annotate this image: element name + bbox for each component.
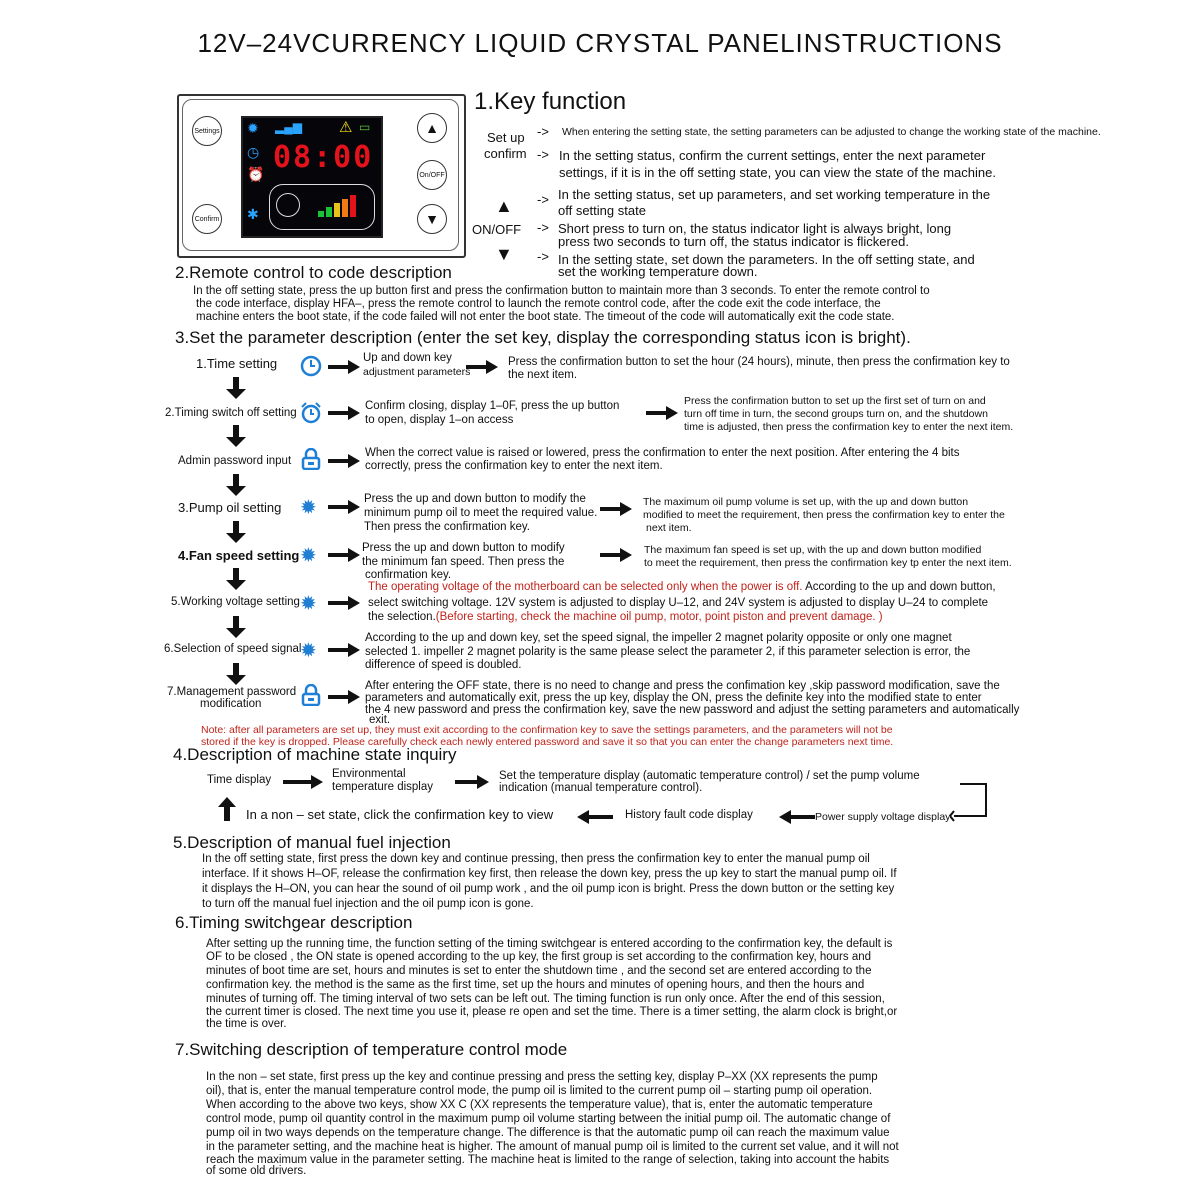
up-description-line: off setting state [558, 203, 646, 218]
section6-line: confirmation key. the method is the same as the first time, set up the hours and minutes of opening hours, and then the hours and [206, 979, 865, 991]
environmental-temp-label: temperature display [332, 781, 433, 793]
section4-heading: 4.Description of machine state inquiry [173, 745, 457, 764]
management-line: the 4 new password and press the confirmation key, save the new password and adjust the setting parameters and automatically [365, 704, 1020, 716]
right-arrow-icon [600, 502, 632, 516]
lock-icon [300, 448, 322, 470]
down-arrow-icon [226, 474, 246, 496]
pump-right-line: next item. [646, 522, 692, 534]
section7-line: in the parameter setting, and the machine heat is higher. The amount of manual pump oil is limited to the current set value, and it will not [206, 1141, 899, 1153]
confirm-description-line: settings, if it is in the off setting state, you can view the state of the machine. [559, 165, 996, 180]
right-arrow-icon [328, 500, 360, 514]
note-line: Note: after all parameters are set up, they must exit according to the confirmation key to save the settings parameters, and the parameters will not be [201, 724, 893, 736]
management-line: After entering the OFF state, there is no need to change and press the confimation key ,skip password modification, save the [365, 680, 1000, 692]
up-description-line: In the setting status, set up parameters, and set working temperature in the [558, 187, 991, 202]
right-arrow-icon [283, 775, 323, 789]
voltage-selection: the selection. [368, 611, 436, 623]
down-arrow-icon [226, 568, 246, 590]
right-arrow-icon [455, 775, 489, 789]
pump-right-line: The maximum oil pump volume is set up, with the up and down button [643, 496, 969, 508]
pump-mid-line: Press the up and down button to modify the [364, 493, 586, 505]
speed-line: selected 1. impeller 2 magnet polarity is the same please select the parameter 2, if this parameter selection is error, the [365, 646, 971, 658]
section6-line: minutes of turning off. The timing interval of two sets can be left out. The timing function is run only once. After the end of this session, [206, 993, 885, 1005]
section6-line: OF to be closed , the ON state is opened according to the up key, the first group is set according to the confirmation key, hours and [206, 951, 872, 963]
section2-line: machine enters the boot state, if the code failed will not enter the boot state. The timeout of the code will automatically exit the code state. [196, 311, 895, 323]
section6-line: the current timer is closed. The next time you use it, please re open and set the time. There is a timer setting, the alarm clock is bright,or [206, 1006, 898, 1018]
section5-line: In the off setting state, first press the down key and continue pressing, then press the confirmation key to enter the manual pump oil [202, 853, 870, 865]
section7-line: In the non – set state, first press up the key and continue pressing and press the setting key, display P–XX (XX represents the pump [206, 1071, 878, 1083]
clock-icon [300, 355, 322, 377]
admin-password-label: Admin password input [178, 455, 292, 467]
clock-icon: ◷ [247, 144, 260, 160]
control-panel-illustration [177, 94, 466, 258]
signal-icon: ▂▄▆ [275, 120, 302, 134]
section5-line: it displays the H–ON, you can hear the sound of oil pump work , and the oil pump icon is bright. Press the down button or the setting key [202, 883, 895, 895]
arrow-icon: -> [537, 220, 549, 235]
down-button: ▼ [417, 204, 447, 234]
heater-icon [269, 184, 375, 230]
down-arrow-icon [226, 377, 246, 399]
section2-heading: 2.Remote control to code description [175, 263, 452, 282]
gear-icon: ✹ [300, 545, 317, 567]
settings-gear-icon: ✹ [247, 120, 259, 136]
timing-mid-line: Confirm closing, display 1–0F, press the up button [365, 400, 620, 412]
page-title: 12V–24VCURRENCY LIQUID CRYSTAL PANELINSTRUCTIONS [197, 28, 1003, 58]
section7-line: When according to the above two keys, show XX C (XX represents the temperature value), that is, enter the automatic temperature [206, 1099, 873, 1111]
fan-icon: ✱ [247, 206, 259, 222]
right-arrow-icon [328, 690, 360, 704]
fan-right-line: The maximum fan speed is set up, with the up and down button modified [644, 544, 982, 556]
setup-label: Set up [487, 130, 525, 145]
fan-right-line: to meet the requirement, then press the confirmation key tp enter the next item. [644, 557, 1012, 569]
time-right-line: the next item. [508, 369, 578, 381]
lock-icon [300, 684, 322, 706]
return-arrow-icon [950, 782, 990, 822]
voltage-line: select switching voltage. 12V system is adjusted to display U–12, and 24V system is adjusted to display U–24 to complete [368, 597, 989, 609]
section6-heading: 6.Timing switchgear description [175, 913, 413, 932]
right-arrow-icon [328, 643, 360, 657]
section7-line: pump oil in two ways depends on the temperature change. The difference is that the automatic pump oil can reach the maximum value [206, 1127, 890, 1139]
up-triangle-icon: ▲ [495, 196, 513, 216]
fan-speed-label: 4.Fan speed setting [178, 548, 300, 563]
section7-line: control mode, pump oil quantity control in the maximum pump oil volume starting between the initial pump oil. The automatic change of [206, 1113, 891, 1125]
setup-description: When entering the setting state, the setting parameters can be adjusted to change the working state of the machine. [562, 126, 1101, 138]
management-line: exit. [369, 714, 391, 726]
right-arrow-icon [328, 406, 360, 420]
section7-heading: 7.Switching description of temperature control mode [175, 1040, 568, 1059]
time-mid-line: adjustment parameters [363, 366, 471, 378]
admin-line: When the correct value is raised or lowered, press the confirmation to enter the next position. After entering the 4 bits [365, 447, 960, 459]
section6-line: minutes of boot time are set, hours and minutes is set to enter the shutdown time , and the second set are entered according to the [206, 965, 872, 977]
time-setting-label: 1.Time setting [196, 356, 278, 371]
up-arrow-icon [218, 797, 236, 821]
onoff-description-line: press two seconds to turn off, the status indicator is flickered. [558, 234, 909, 249]
voltage-caution: (Before starting, check the machine oil pump, motor, point piston and prevent damage. ) [435, 611, 883, 623]
section5-line: to turn off the manual fuel injection and the oil pump icon is gone. [202, 898, 534, 910]
down-triangle-icon: ▼ [495, 244, 513, 264]
gear-icon: ✹ [300, 497, 317, 519]
arrow-icon: -> [537, 192, 549, 207]
timing-right-line: Press the confirmation button to set up the first set of turn on and [684, 395, 986, 407]
section1-heading: 1.Key function [474, 88, 627, 115]
section6-line: After setting up the running time, the function setting of the timing switchgear is entered according to the confirmation key, the default is [206, 938, 893, 950]
speed-signal-label: 6.Selection of speed signal [164, 643, 302, 655]
fan-mid-line: confirmation key. [365, 569, 452, 581]
right-arrow-icon [328, 454, 360, 468]
down-arrow-icon [226, 616, 246, 638]
speed-line: According to the up and down key, set the speed signal, the impeller 2 magnet polarity opposite or only one magnet [365, 632, 952, 644]
set-temperature-line: indication (manual temperature control). [499, 782, 703, 794]
arrow-icon: -> [537, 124, 549, 139]
management-password-label: 7.Management password [167, 686, 297, 698]
voltage-instruction: According to the up and down button, [802, 581, 996, 593]
timing-mid-line: to open, display 1–on access [365, 414, 514, 426]
pump-mid-line: minimum pump oil to meet the required value. [364, 507, 598, 519]
management-password-label: modification [200, 698, 262, 710]
section5-heading: 5.Description of manual fuel injection [173, 833, 451, 852]
environmental-temp-label: Environmental [332, 768, 406, 780]
alarm-icon: ⏰ [247, 166, 265, 182]
right-arrow-icon [328, 360, 360, 374]
onoff-button: On/OFF [417, 160, 447, 190]
section2-line: the code interface, display HFA–, press the remote control to launch the remote control code, after the code exit the code interface, the [196, 298, 881, 310]
pump-right-line: modified to meet the requirement, then press the confirmation key to enter the [643, 509, 1005, 521]
down-arrow-icon [226, 521, 246, 543]
onoff-description-line: Short press to turn on, the status indicator light is always bright, long [558, 221, 952, 236]
section6-line: the time is over. [206, 1018, 287, 1030]
section3-heading: 3.Set the parameter description (enter the set key, display the corresponding status icon is bright). [175, 328, 911, 347]
pump-mid-line: Then press the confirmation key. [364, 521, 530, 533]
right-arrow-icon [646, 406, 678, 420]
right-arrow-icon [600, 548, 632, 562]
settings-button: Settings [192, 116, 222, 146]
down-description-line: set the working temperature down. [558, 264, 758, 279]
time-mid-line: Up and down key [363, 352, 452, 364]
down-arrow-icon [226, 425, 246, 447]
section2-line: In the off setting state, press the up button first and press the confirmation button to maintain more than 3 seconds. To enter the remote control to [193, 285, 930, 297]
section7-line: oil), that is, enter the manual temperature control mode, the pump oil is limited to the current pump oil – starting pump oil operation. [206, 1085, 873, 1097]
management-line: parameters and automatically exit, press the up key, display the ON, press the definite key into the modified state to enter [365, 692, 982, 704]
down-arrow-icon [226, 663, 246, 685]
section7-line: of some old drivers. [206, 1165, 307, 1177]
pump-oil-label: 3.Pump oil setting [178, 500, 282, 515]
lcd-screen [241, 116, 383, 238]
working-voltage-label: 5.Working voltage setting [171, 596, 300, 608]
arrow-icon: -> [537, 147, 549, 162]
left-arrow-icon [779, 810, 815, 824]
confirm-description-line: In the setting status, confirm the current settings, enter the next parameter [559, 148, 986, 163]
voltage-warning: The operating voltage of the motherboard can be selected only when the power is off. [368, 581, 803, 593]
voltage-line [368, 611, 883, 623]
gear-icon: ✹ [300, 593, 317, 615]
warning-icon: ⚠ [339, 119, 353, 136]
power-voltage-label: Power supply voltage display [815, 811, 951, 823]
onoff-label: ON/OFF [472, 222, 522, 237]
time-right-line: Press the confirmation button to set the hour (24 hours), minute, then press the confirmation key to [508, 356, 1010, 368]
timing-right-line: time is adjusted, then press the confirmation key to enter the next item. [684, 421, 1014, 433]
section7-line: reach the maximum value in the parameter setting. The machine heat is limited to the range of selection, taking into account the habits [206, 1154, 890, 1166]
down-description-line: In the setting state, set down the parameters. In the off setting state, and [558, 252, 975, 267]
timing-switch-label: 2.Timing switch off setting [165, 407, 297, 419]
battery-icon: ▭ [359, 120, 371, 134]
fan-mid-line: the minimum fan speed. Then press the [362, 556, 565, 568]
confirm-button: Confirm [192, 204, 222, 234]
history-fault-label: History fault code display [625, 809, 753, 821]
right-arrow-icon [328, 548, 360, 562]
set-temperature-line: Set the temperature display (automatic temperature control) / set the pump volume [499, 770, 920, 782]
section5-line: interface. If it shows H–OF, release the confirmation key first, then release the down key, press the up key to start the manual pump oil. If [202, 868, 897, 880]
lcd-time-readout: 08:00 [273, 140, 374, 175]
note-line: stored if the key is dropped. Please carefully check each newly entered password and save it so that you can enter the change parameters next time. [201, 736, 894, 748]
right-arrow-icon [466, 360, 498, 374]
time-display-label: Time display [207, 774, 272, 786]
timing-right-line: turn off time in turn, the second groups turn on, and the shutdown [684, 408, 988, 420]
fan-mid-line: Press the up and down button to modify [362, 542, 565, 554]
confirm-label: confirm [484, 146, 527, 161]
up-button: ▲ [417, 113, 447, 143]
arrow-icon: -> [537, 249, 549, 264]
speed-line: difference of speed is doubled. [365, 659, 522, 671]
non-set-state-label: In a non – set state, click the confirmation key to view [246, 807, 554, 822]
right-arrow-icon [328, 596, 360, 610]
voltage-line [368, 581, 996, 593]
gear-icon: ✹ [300, 640, 317, 662]
alarm-clock-icon [300, 402, 322, 424]
left-arrow-icon [577, 810, 613, 824]
admin-line: correctly, press the confirmation key to enter the next item. [365, 460, 663, 472]
